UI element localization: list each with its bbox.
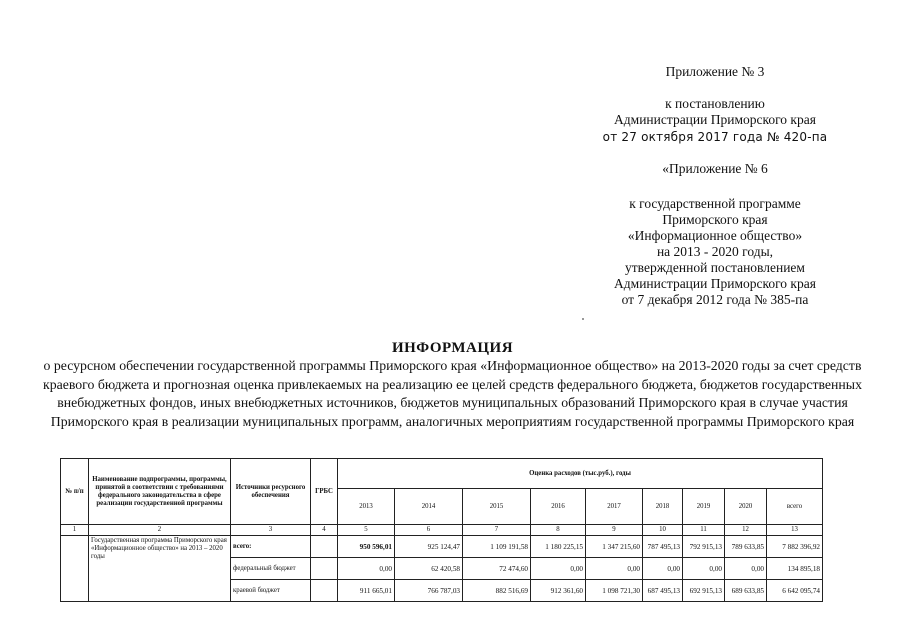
program-name-cell: Государственная программа Приморского края «Информационное общество» на 2013 – 2020 годы: [89, 536, 231, 602]
row-number: [61, 536, 89, 602]
value-cell: 911 665,01: [338, 580, 395, 602]
table-row: [61, 536, 823, 558]
col-number: 9: [586, 525, 643, 536]
col-number: 10: [643, 525, 683, 536]
col-number: 6: [395, 525, 463, 536]
value-cell: 1 098 721,30: [586, 580, 643, 602]
value-cell: 689 633,85: [725, 580, 767, 602]
appendix6-line7: Администрации Приморского края: [614, 276, 816, 291]
value-cell: 789 633,85: [725, 536, 767, 558]
value-cell: 1 109 191,58: [463, 536, 531, 558]
year-cell: 2014: [395, 489, 463, 525]
appendix6-line3: Приморского края: [662, 212, 768, 227]
grbs-cell: [311, 558, 338, 580]
appendix6-number: «Приложение № 6: [662, 161, 768, 176]
appendix-administration: Администрации Приморского края: [614, 112, 816, 127]
grbs-cell: [311, 580, 338, 602]
value-cell: 912 361,60: [531, 580, 586, 602]
value-cell: 787 495,13: [643, 536, 683, 558]
header-source: Источники ресурсного обеспечения: [231, 459, 311, 525]
header-program-name: Наименование подпрограммы, программы, принятой в соответствии с требованиями федерального законодательства в сфере реализации государственной программы: [89, 459, 231, 525]
value-cell: 62 420,58: [395, 558, 463, 580]
appendix6-line5: на 2013 - 2020 годы,: [656, 244, 774, 259]
value-cell: 925 124,47: [395, 536, 463, 558]
column-numbers-row: [61, 525, 823, 536]
col-number: 8: [531, 525, 586, 536]
value-cell: 792 915,13: [683, 536, 725, 558]
year-cell: 2018: [643, 489, 683, 525]
year-cell: 2015: [463, 489, 531, 525]
col-number: 2: [89, 525, 231, 536]
col-number: 11: [683, 525, 725, 536]
value-cell: 6 642 095,74: [767, 580, 823, 602]
value-cell: 72 474,60: [463, 558, 531, 580]
year-cell: 2013: [338, 489, 395, 525]
value-cell: 7 882 396,92: [767, 536, 823, 558]
appendix6-line2: к государственной программе: [629, 196, 801, 211]
value-cell: 0,00: [531, 558, 586, 580]
value-cell: 0,00: [725, 558, 767, 580]
col-number: 13: [767, 525, 823, 536]
col-number: 7: [463, 525, 531, 536]
year-cell: 2019: [683, 489, 725, 525]
value-cell: 0,00: [338, 558, 395, 580]
source-cell: федеральный бюджет: [231, 558, 311, 580]
year-cell: 2020: [725, 489, 767, 525]
appendix-number: Приложение № 3: [665, 64, 765, 79]
scan-speck: [582, 318, 584, 320]
year-cell: 2016: [531, 489, 586, 525]
header-no: № п/п: [61, 459, 89, 525]
grbs-cell: [311, 536, 338, 558]
source-cell: всего:: [231, 536, 311, 558]
col-number: 1: [61, 525, 89, 536]
header-estimate: Оценка расходов (тыс.руб.), годы: [338, 459, 823, 489]
appendix-date: от 27 октября 2017 года № 420-па: [602, 130, 828, 144]
col-number: 3: [231, 525, 311, 536]
col-number: 4: [311, 525, 338, 536]
value-cell: 950 596,01: [338, 536, 395, 558]
appendix6-line4: «Информационное общество»: [627, 228, 803, 243]
year-cell: 2017: [586, 489, 643, 525]
col-number: 5: [338, 525, 395, 536]
resource-table: [60, 458, 823, 602]
appendix6-line8: от 7 декабря 2012 года № 385-па: [621, 292, 809, 307]
value-cell: 134 895,18: [767, 558, 823, 580]
value-cell: 0,00: [586, 558, 643, 580]
value-cell: 1 180 225,15: [531, 536, 586, 558]
col-number: 12: [725, 525, 767, 536]
document-title: ИНФОРМАЦИЯ: [391, 340, 514, 356]
value-cell: 0,00: [683, 558, 725, 580]
value-cell: 692 915,13: [683, 580, 725, 602]
value-cell: 0,00: [643, 558, 683, 580]
source-cell: краевой бюджет: [231, 580, 311, 602]
appendix-decree: к постановлению: [665, 96, 765, 111]
value-cell: 687 495,13: [643, 580, 683, 602]
header-grbs: ГРБС: [311, 459, 338, 525]
table-header-row: [61, 459, 823, 489]
value-cell: 766 787,03: [395, 580, 463, 602]
appendix6-line6: утвержденной постановлением: [625, 260, 805, 275]
value-cell: 882 516,69: [463, 580, 531, 602]
year-cell: всего: [767, 489, 823, 525]
document-subtitle: о ресурсном обеспечении государственной программы Приморского края «Информационное общество» на 2013-2020 годы за счет средств краевого бюджета и прогнозная оценка привлекаемых на реализацию ее целей средств федерального бюджета, бюджетов государственных внебюджетных фондов, иных внебюджетных источников, бюджетов муниципальных образований Приморского края в случае участия Приморского края в реализации муниципальных программ, аналогичных мероприятиям государственной программы Приморского края: [43, 358, 862, 429]
value-cell: 1 347 215,60: [586, 536, 643, 558]
